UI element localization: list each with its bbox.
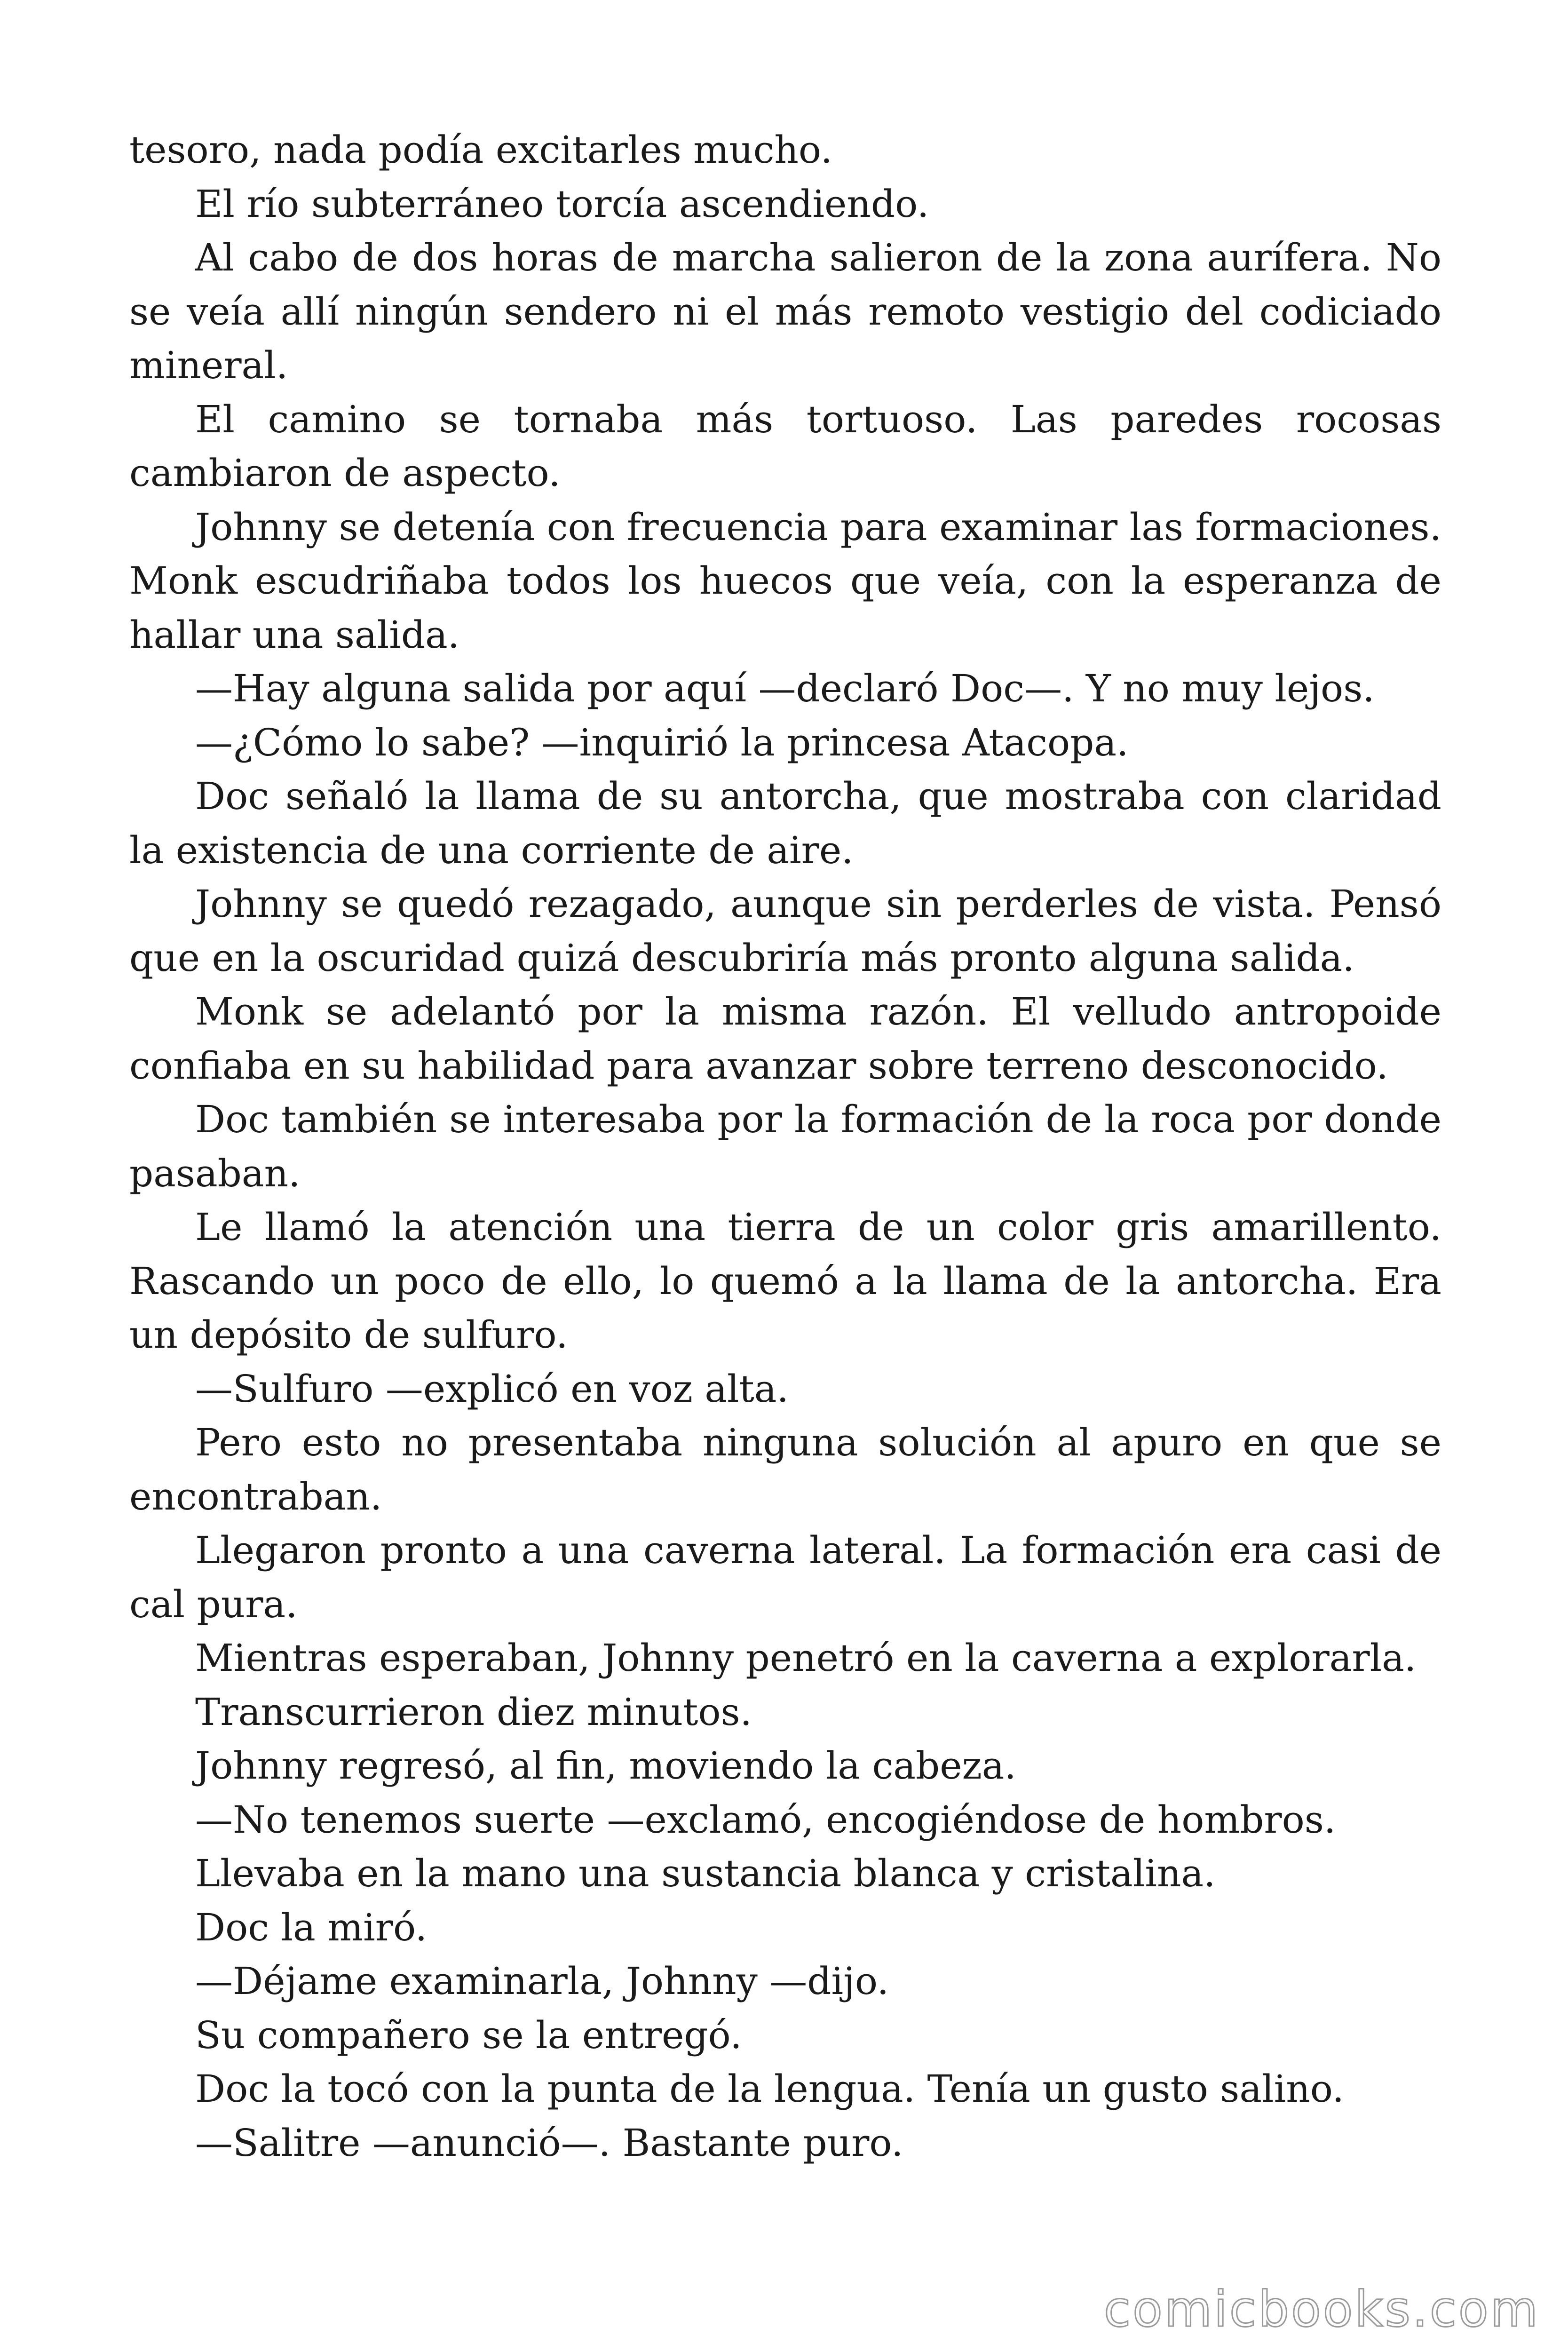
paragraph: Doc la tocó con la punta de la lengua. Tenía un gusto salino.: [195, 2067, 1344, 2111]
paragraph: —Salitre —anunció—. Bastante puro.: [195, 2121, 903, 2165]
body-text: [129, 123, 1441, 2170]
paragraph: —Hay alguna salida por aquí —declaró Doc—. Y no muy lejos.: [195, 667, 1375, 710]
paragraph: tesoro, nada podía excitarles mucho.: [129, 128, 833, 172]
paragraph: —Déjame examinarla, Johnny —dijo.: [195, 1959, 889, 2003]
paragraph: Doc señaló la llama de su antorcha, que mostraba con claridad la existencia de una corriente de aire.: [129, 774, 1441, 872]
paragraph: —¿Cómo lo sabe? —inquirió la princesa Atacopa.: [195, 720, 1129, 764]
paragraph: Transcurrieron diez minutos.: [195, 1690, 752, 1734]
paragraph: El río subterráneo torcía ascendiendo.: [195, 182, 929, 226]
watermark: comicbooks.com: [1103, 2280, 1540, 2338]
paragraph: Monk se adelantó por la misma razón. El velludo antropoide confiaba en su habilidad para avanzar sobre terreno desconocido.: [129, 990, 1441, 1088]
paragraph: Johnny regresó, al fin, moviendo la cabeza.: [195, 1744, 1016, 1788]
paragraph: Mientras esperaban, Johnny penetró en la caverna a explorarla.: [195, 1636, 1417, 1680]
paragraph: —No tenemos suerte —exclamó, encogiéndose de hombros.: [195, 1797, 1336, 1842]
paragraph: Su compañero se la entregó.: [195, 2013, 742, 2057]
paragraph: El camino se tornaba más tortuoso. Las paredes rocosas cambiaron de aspecto.: [129, 397, 1441, 495]
paragraph: Pero esto no presentaba ninguna solución al apuro en que se encontraban.: [129, 1421, 1441, 1518]
paragraph: Johnny se detenía con frecuencia para examinar las formaciones. Monk escudriñaba todos los huecos que veía, con la esperanza de hallar una salida.: [129, 505, 1441, 657]
paragraph: Llegaron pronto a una caverna lateral. La formación era casi de cal pura.: [129, 1528, 1441, 1626]
paragraph: Doc también se interesaba por la formación de la roca por donde pasaban.: [129, 1097, 1441, 1195]
paragraph: Al cabo de dos horas de marcha salieron de la zona aurífera. No se veía allí ningún sendero ni el más remoto vestigio del codiciado mineral.: [129, 236, 1441, 387]
paragraph: Llevaba en la mano una sustancia blanca y cristalina.: [195, 1851, 1216, 1895]
paragraph: Le llamó la atención una tierra de un color gris amarillento. Rascando un poco de ello, lo quemó a la llama de la antorcha. Era un depósito de sulfuro.: [129, 1205, 1441, 1357]
paragraph: —Sulfuro —explicó en voz alta.: [195, 1367, 789, 1411]
paragraph: Doc la miró.: [195, 1905, 428, 1949]
paragraph: Johnny se quedó rezagado, aunque sin perderles de vista. Pensó que en la oscuridad quizá descubriría más pronto alguna salida.: [129, 882, 1441, 980]
